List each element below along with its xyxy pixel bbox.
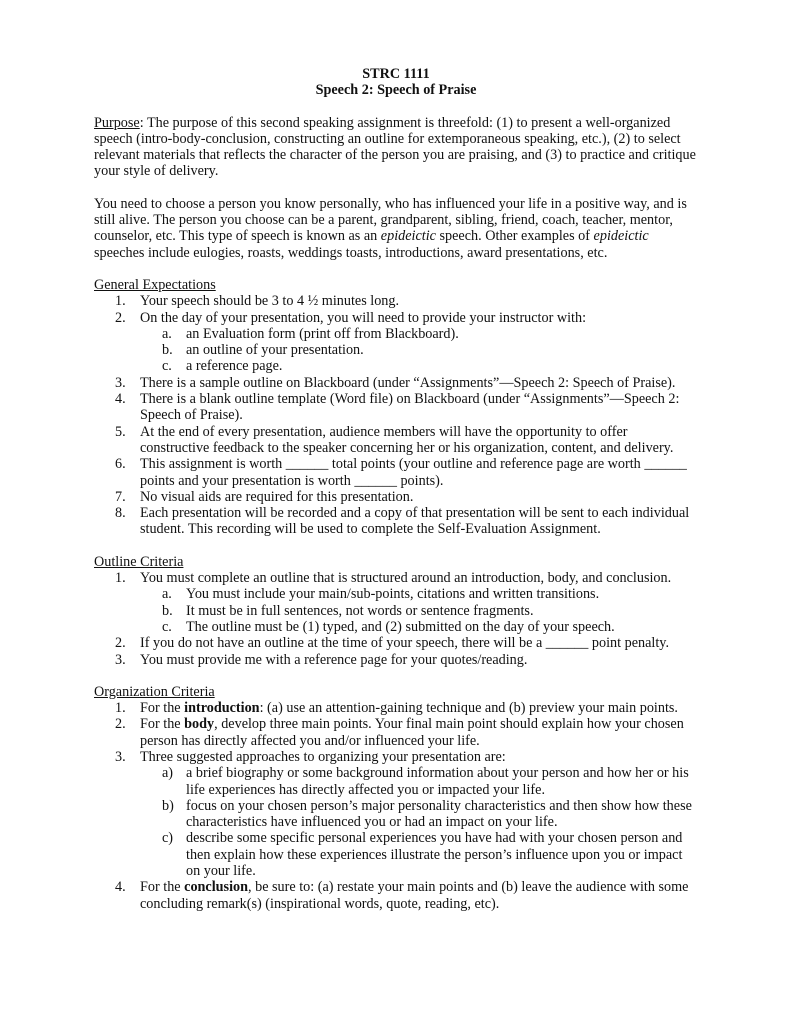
- list-item: [94, 716, 698, 749]
- item-number: 3.: [115, 374, 126, 391]
- list-item: [94, 505, 698, 538]
- item-number: 4.: [115, 391, 126, 408]
- choose-em-2: epideictic: [593, 228, 649, 245]
- organization-criteria-list: [94, 700, 698, 912]
- item-number: 3.: [115, 651, 126, 668]
- item-text: , be sure to: (a) restate your main points and (b) leave the audience with some concluding remark(s) (inspirational words, quote, reading, etc).: [140, 879, 689, 912]
- item-number: 6.: [115, 456, 126, 473]
- choose-person-paragraph: [94, 196, 698, 261]
- item-text: It must be in full sentences, not words or sentence fragments.: [186, 602, 534, 619]
- item-text: a brief biography or some background information about your person and how her or his life experiences has directly affected you or impacted your life.: [186, 765, 689, 798]
- sub-list: [140, 326, 698, 375]
- item-number: 4.: [115, 879, 126, 896]
- choose-text-3: speeches include eulogies, roasts, weddings toasts, introductions, award presentations, etc.: [94, 244, 608, 261]
- sub-list-item: [94, 342, 698, 358]
- general-expectations-list: [94, 293, 698, 537]
- list-item: [94, 293, 698, 309]
- list-item: [94, 749, 698, 879]
- item-number: 7.: [115, 488, 126, 505]
- item-text: focus on your chosen person’s major personality characteristics and then show how these characteristics have influenced you or had an impact on your life.: [186, 797, 692, 831]
- course-code: STRC 1111: [362, 66, 430, 82]
- outline-criteria-heading: Outline Criteria: [94, 553, 184, 570]
- outline-criteria-list: [94, 570, 698, 668]
- choose-text-2: speech. Other examples of: [435, 228, 594, 245]
- purpose-paragraph: [94, 115, 698, 180]
- list-item: [94, 375, 698, 391]
- item-text: The outline must be (1) typed, and (2) submitted on the day of your speech.: [186, 618, 615, 635]
- sub-list: [140, 765, 698, 879]
- item-text: Your speech should be 3 to 4 ½ minutes long.: [140, 293, 400, 310]
- list-item: [94, 570, 698, 635]
- item-text: an outline of your presentation.: [186, 342, 364, 359]
- item-number: 3.: [115, 748, 126, 765]
- item-text: This assignment is worth ______ total points (your outline and reference page are worth ______ points and your presentation is worth ______ points).: [140, 456, 687, 489]
- sub-list-item: [94, 765, 698, 798]
- item-letter: b.: [162, 342, 173, 359]
- item-text: a reference page.: [186, 358, 283, 375]
- sub-list-item: [94, 358, 698, 374]
- item-text: You must provide me with a reference page for your quotes/reading.: [140, 651, 528, 668]
- item-number: 1.: [115, 700, 126, 717]
- item-text: For the: [140, 700, 185, 717]
- item-text: an Evaluation form (print off from Blackboard).: [186, 325, 459, 342]
- document-page: [94, 66, 698, 928]
- list-item: [94, 391, 698, 424]
- purpose-label: Purpose: [94, 114, 140, 131]
- item-bold: body: [184, 716, 215, 733]
- list-item: [94, 456, 698, 489]
- item-number: 8.: [115, 505, 126, 522]
- purpose-text: : The purpose of this second speaking assignment is threefold: (1) to present a well-organized speech (intro-body-conclusion, constructing an outline for extemporaneous speaking, etc.), (2) to select relevant materials that reflects the character of the person you are praising, and (3) to practice and critique your style of delivery.: [94, 114, 696, 180]
- item-text: describe some specific personal experiences you have had with your chosen person and then explain how these experiences illustrate the person’s influence upon you or impact on your life.: [186, 830, 683, 880]
- list-item: [94, 489, 698, 505]
- item-bold: conclusion: [184, 879, 248, 896]
- item-number: 1.: [115, 570, 126, 587]
- sub-list-item: [94, 586, 698, 602]
- general-expectations-heading: General Expectations: [94, 276, 216, 293]
- organization-criteria-heading: Organization Criteria: [94, 683, 215, 700]
- item-text: There is a blank outline template (Word file) on Blackboard (under “Assignments”—Speech 2: Speech of Praise).: [140, 391, 680, 424]
- item-text: Each presentation will be recorded and a copy of that presentation will be sent to each individual student. This recording will be used to complete the Self-Evaluation Assignment.: [140, 505, 690, 538]
- item-letter: a): [162, 765, 174, 782]
- item-text: There is a sample outline on Blackboard (under “Assignments”—Speech 2: Speech of Praise).: [140, 374, 676, 391]
- list-item: [94, 310, 698, 375]
- item-text: At the end of every presentation, audience members will have the opportunity to offer constructive feedback to the speaker concerning her or his organization, content, and delivery.: [140, 423, 674, 456]
- assignment-title: Speech 2: Speech of Praise: [315, 82, 477, 99]
- item-text: , develop three main points. Your final main point should explain how your chosen person has directly affected you and/or influenced your life.: [140, 716, 684, 749]
- item-letter: c.: [162, 618, 172, 635]
- item-letter: b): [162, 797, 174, 814]
- list-item: [94, 879, 698, 912]
- list-item: [94, 635, 698, 651]
- item-text: For the: [140, 716, 185, 733]
- item-number: 2.: [115, 309, 126, 326]
- item-number: 1.: [115, 293, 126, 310]
- item-bold: introduction: [184, 700, 260, 717]
- item-number: 2.: [115, 716, 126, 733]
- item-text: : (a) use an attention-gaining technique and (b) preview your main points.: [259, 700, 678, 717]
- sub-list-item: [94, 830, 698, 879]
- item-letter: c): [162, 830, 174, 847]
- sub-list-item: [94, 326, 698, 342]
- item-text: Three suggested approaches to organizing your presentation are:: [140, 748, 506, 765]
- item-number: 5.: [115, 423, 126, 440]
- list-item: [94, 424, 698, 457]
- choose-em-1: epideictic: [380, 228, 436, 245]
- item-text: On the day of your presentation, you will need to provide your instructor with:: [140, 309, 587, 326]
- item-text: No visual aids are required for this presentation.: [140, 488, 414, 505]
- item-text: You must include your main/sub-points, citations and written transitions.: [186, 586, 600, 603]
- item-letter: a.: [162, 325, 172, 342]
- item-number: 2.: [115, 635, 126, 652]
- item-text: You must complete an outline that is structured around an introduction, body, and conclusion.: [140, 570, 672, 587]
- item-text: For the: [140, 879, 185, 896]
- choose-text-1: You need to choose a person you know personally, who has influenced your life in a positive way, and is still alive. The person you choose can be a parent, grandparent, sibling, friend, coach, teacher, mentor, counselor, etc. This type of speech is known as an: [94, 195, 687, 245]
- sub-list-item: [94, 798, 698, 831]
- item-text: If you do not have an outline at the time of your speech, there will be a ______ point penalty.: [140, 635, 669, 652]
- sub-list-item: [94, 603, 698, 619]
- list-item: [94, 700, 698, 716]
- item-letter: b.: [162, 602, 173, 619]
- sub-list-item: [94, 619, 698, 635]
- list-item: [94, 652, 698, 668]
- sub-list: [140, 586, 698, 635]
- item-letter: a.: [162, 586, 172, 603]
- item-letter: c.: [162, 358, 172, 375]
